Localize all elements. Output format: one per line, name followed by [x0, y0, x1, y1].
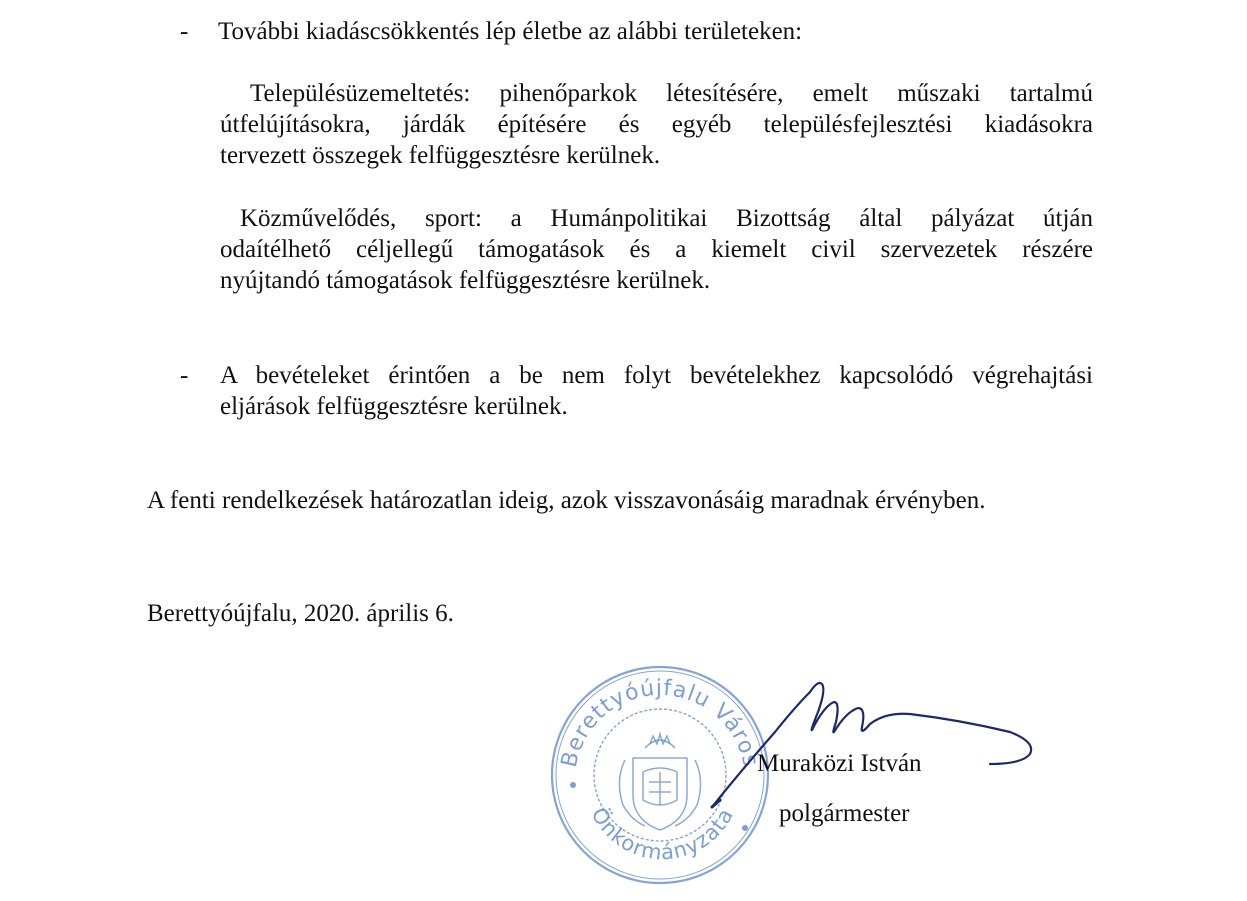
paragraph-line: odaítélhető céljellegű támogatások és a kiemelt civil szervezetek részére — [220, 236, 1093, 263]
svg-text:Berettyóújfalu Város: Berettyóújfalu Város — [556, 675, 764, 770]
svg-text:Önkormányzata: Önkormányzata — [586, 803, 739, 865]
paragraph-line: Településüzemeltetés: pihenőparkok létesítésére, emelt műszaki tartalmú — [250, 80, 1093, 107]
bullet-line: eljárások felfüggesztésre kerülnek. — [220, 393, 568, 420]
place-date: Berettyóújfalu, 2020. április 6. — [147, 600, 454, 627]
paragraph-line: tervezett összegek felfüggesztésre kerülnek. — [220, 142, 661, 169]
bullet-line: A bevételeket érintően a be nem folyt bevételekhez kapcsolódó végrehajtási — [220, 362, 1093, 389]
signatory-name: Muraközi István — [757, 750, 922, 777]
paragraph-line: Közművelődés, sport: a Humánpolitikai Bizottság által pályázat útján — [240, 205, 1093, 232]
coat-of-arms-icon — [619, 734, 700, 830]
paragraph-settlement-operation — [220, 78, 1093, 171]
bullet-text: További kiadáscsökkentés lép életbe az alábbi területeken: — [218, 18, 803, 45]
closing-statement: A fenti rendelkezések határozatlan ideig, azok visszavonásáig maradnak érvényben. — [147, 487, 986, 514]
bullet-dash: - — [180, 18, 189, 45]
signatory-title: polgármester — [779, 800, 910, 827]
bullet-dash: - — [180, 362, 189, 389]
paragraph-line: nyújtandó támogatások felfüggesztésre kerülnek. — [220, 267, 711, 294]
paragraph-line: útfelújításokra, járdák építésére és egyéb településfejlesztési kiadásokra — [220, 111, 1093, 138]
paragraph-culture-sport — [220, 203, 1093, 296]
bullet-revenue — [220, 360, 1093, 422]
